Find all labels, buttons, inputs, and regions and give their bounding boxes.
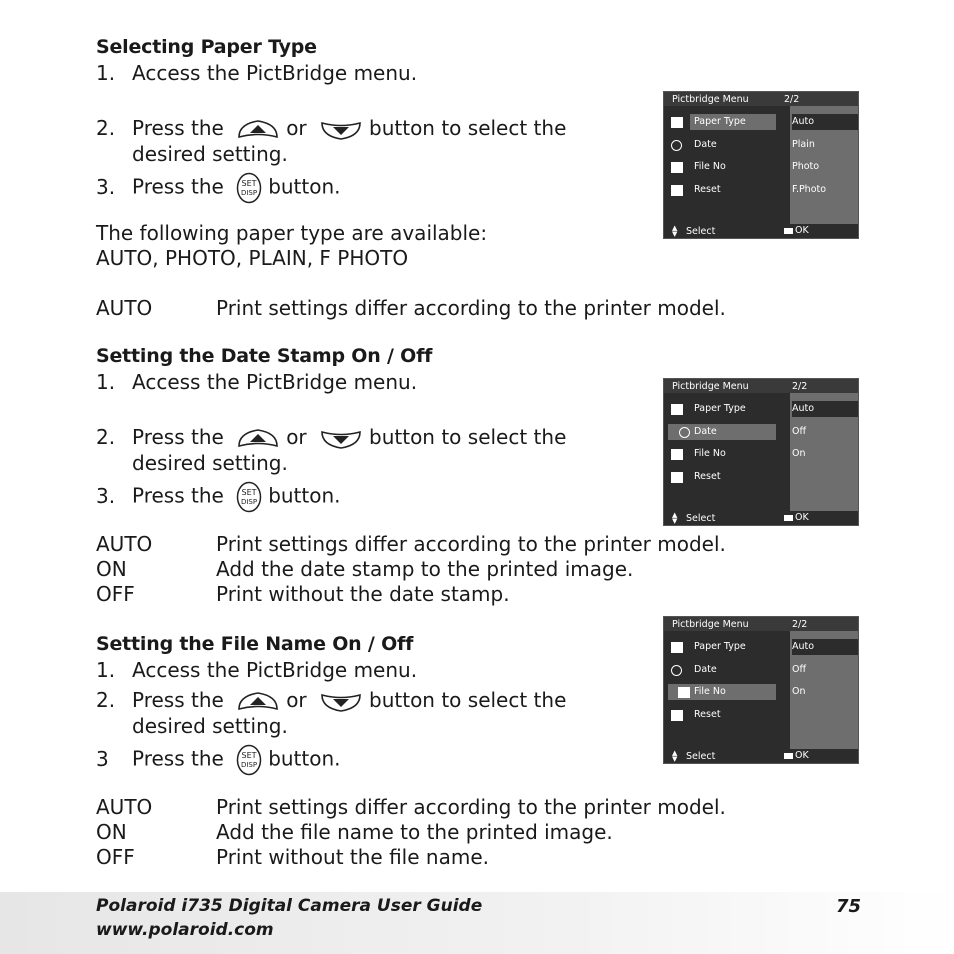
definition-row [96, 795, 726, 819]
lcd-option-selected: Auto [792, 639, 858, 655]
step-3 [96, 744, 341, 776]
definition-term: OFF [96, 582, 135, 606]
definition-term: ON [96, 557, 127, 581]
lcd-item-label: Reset [694, 709, 721, 720]
step-3 [96, 172, 341, 204]
definition-row [96, 582, 510, 606]
step-2 [96, 688, 566, 713]
lcd-ok: OK [784, 512, 809, 523]
step-text: Press the [132, 174, 224, 199]
lcd-ok: OK [784, 225, 809, 236]
lcd-option: Plain [792, 139, 815, 150]
lcd-select-label: Select [686, 751, 716, 762]
lcd-page: 2/2 [792, 619, 808, 630]
lcd-item-label: Paper Type [694, 403, 746, 414]
step-text: Access the PictBridge menu. [132, 61, 418, 85]
definition-desc: Print settings differ according to the printer model. [216, 296, 726, 320]
lcd-screen-paper-type [663, 91, 859, 239]
lcd-item-label: Paper Type [694, 116, 746, 127]
lcd-page: 2/2 [784, 94, 800, 105]
lcd-item-label: File No [694, 686, 726, 697]
footer-url[interactable]: www.polaroid.com [96, 920, 274, 940]
step-number: 3. [96, 483, 116, 508]
step-text: Press the [132, 688, 224, 712]
step-2-continued: desired setting. [132, 451, 288, 475]
step-text: Press the [132, 483, 224, 508]
lcd-option: Off [792, 426, 807, 437]
definition-desc: Add the file name to the printed image. [216, 820, 613, 844]
step-1 [96, 658, 417, 682]
step-text: button to select the [369, 116, 567, 140]
file-number-icon [678, 687, 690, 698]
step-number: 2. [96, 425, 116, 449]
lcd-item-label: Date [694, 664, 717, 675]
reset-icon [671, 185, 683, 196]
definition-desc: Print without the file name. [216, 845, 489, 869]
paper-type-note-line1: The following paper type are available: [96, 221, 488, 245]
section-heading-file-name: Setting the File Name On / Off [96, 633, 414, 655]
lcd-option: Photo [792, 161, 820, 172]
step-text: button to select the [369, 425, 567, 449]
definition-row [96, 296, 726, 320]
up-down-arrows-icon: ▲ ▼ [672, 224, 678, 238]
definition-term: AUTO [96, 296, 153, 320]
lcd-option-selected: Auto [792, 401, 858, 417]
step-text: button. [268, 174, 341, 199]
paper-type-icon [671, 642, 683, 653]
definition-desc: Print without the date stamp. [216, 582, 510, 606]
paper-type-note-line2: AUTO, PHOTO, PLAIN, F PHOTO [96, 246, 409, 270]
up-down-arrows-icon: ▲ ▼ [672, 749, 678, 763]
step-text: Press the [132, 116, 224, 140]
step-text: button. [268, 746, 341, 771]
step-text: or [286, 116, 307, 140]
svg-text:DISP: DISP [241, 189, 258, 197]
section-heading-date-stamp: Setting the Date Stamp On / Off [96, 345, 433, 367]
lcd-screen-date-stamp [663, 378, 859, 526]
clock-icon [679, 427, 690, 438]
definition-term: AUTO [96, 795, 153, 819]
lcd-menu-item-reset [664, 469, 858, 487]
lcd-menu-item-reset [664, 707, 858, 725]
step-text: button. [268, 483, 341, 508]
svg-text:SET: SET [241, 751, 257, 760]
definition-desc: Add the date stamp to the printed image. [216, 557, 634, 581]
definition-row [96, 820, 613, 844]
lcd-item-label: File No [694, 161, 726, 172]
up-down-arrows-icon: ▲ ▼ [672, 511, 678, 525]
step-text: Access the PictBridge menu. [132, 370, 418, 394]
step-number: 2. [96, 116, 116, 140]
file-number-icon [671, 449, 683, 460]
svg-text:DISP: DISP [241, 761, 258, 769]
lcd-bottom-bar [664, 511, 858, 525]
lcd-option: On [792, 686, 806, 697]
svg-text:SET: SET [241, 179, 257, 188]
down-button-icon [319, 691, 363, 713]
up-button-icon [236, 119, 280, 141]
lcd-item-label: File No [694, 448, 726, 459]
lcd-option: Off [792, 664, 807, 675]
step-number: 1. [96, 370, 116, 394]
set-mini-icon [784, 515, 793, 521]
svg-text:SET: SET [241, 488, 257, 497]
file-number-icon [671, 162, 683, 173]
lcd-item-label: Reset [694, 184, 721, 195]
step-text: Press the [132, 425, 224, 449]
up-button-icon [236, 428, 280, 450]
lcd-title-bar [664, 92, 858, 106]
step-number: 1. [96, 61, 116, 85]
lcd-option: On [792, 448, 806, 459]
section-heading-paper-type: Selecting Paper Type [96, 36, 317, 58]
lcd-ok: OK [784, 750, 809, 761]
set-mini-icon [784, 228, 793, 234]
definition-desc: Print settings differ according to the printer model. [216, 532, 726, 556]
set-disp-button-icon [236, 481, 262, 513]
paper-type-icon [671, 404, 683, 415]
down-button-icon [319, 119, 363, 141]
footer-guide-title: Polaroid i735 Digital Camera User Guide [96, 896, 483, 916]
step-2 [96, 116, 566, 141]
clock-icon [671, 140, 682, 151]
step-1 [96, 370, 417, 394]
step-text: button to select the [369, 688, 567, 712]
page-footer [0, 892, 954, 954]
lcd-page: 2/2 [792, 381, 808, 392]
step-2-continued: desired setting. [132, 714, 288, 738]
step-3 [96, 481, 341, 513]
step-text: or [286, 688, 307, 712]
step-text: Press the [132, 746, 224, 771]
reset-icon [671, 710, 683, 721]
definition-term: AUTO [96, 532, 153, 556]
step-text: Access the PictBridge menu. [132, 658, 418, 682]
lcd-bottom-bar [664, 749, 858, 763]
step-2-continued: desired setting. [132, 142, 288, 166]
set-disp-button-icon [236, 172, 262, 204]
lcd-title-bar [664, 379, 858, 393]
lcd-option: F.Photo [792, 184, 827, 195]
lcd-title: Pictbridge Menu [672, 619, 749, 630]
lcd-title-bar [664, 617, 858, 631]
lcd-bottom-bar [664, 224, 858, 238]
lcd-item-label: Date [694, 139, 717, 150]
definition-row [96, 532, 726, 556]
reset-icon [671, 472, 683, 483]
page-number: 75 [836, 896, 862, 917]
paper-type-icon [671, 117, 683, 128]
lcd-item-label: Paper Type [694, 641, 746, 652]
lcd-title: Pictbridge Menu [672, 381, 749, 392]
lcd-option-selected: Auto [792, 114, 858, 130]
lcd-item-label: Date [694, 426, 717, 437]
svg-text:DISP: DISP [241, 498, 258, 506]
step-number: 3. [96, 174, 116, 199]
definition-term: OFF [96, 845, 135, 869]
definition-row [96, 557, 633, 581]
definition-row [96, 845, 489, 869]
definition-term: ON [96, 820, 127, 844]
lcd-select-label: Select [686, 226, 716, 237]
set-mini-icon [784, 753, 793, 759]
up-button-icon [236, 691, 280, 713]
step-number: 3 [96, 746, 109, 771]
lcd-select-label: Select [686, 513, 716, 524]
step-number: 1. [96, 658, 116, 682]
step-number: 2. [96, 688, 116, 712]
lcd-item-label: Reset [694, 471, 721, 482]
lcd-title: Pictbridge Menu [672, 94, 749, 105]
clock-icon [671, 665, 682, 676]
lcd-screen-file-name [663, 616, 859, 764]
step-2 [96, 425, 566, 450]
step-text: or [286, 425, 307, 449]
definition-desc: Print settings differ according to the printer model. [216, 795, 726, 819]
set-disp-button-icon [236, 744, 262, 776]
step-1 [96, 61, 417, 85]
down-button-icon [319, 428, 363, 450]
